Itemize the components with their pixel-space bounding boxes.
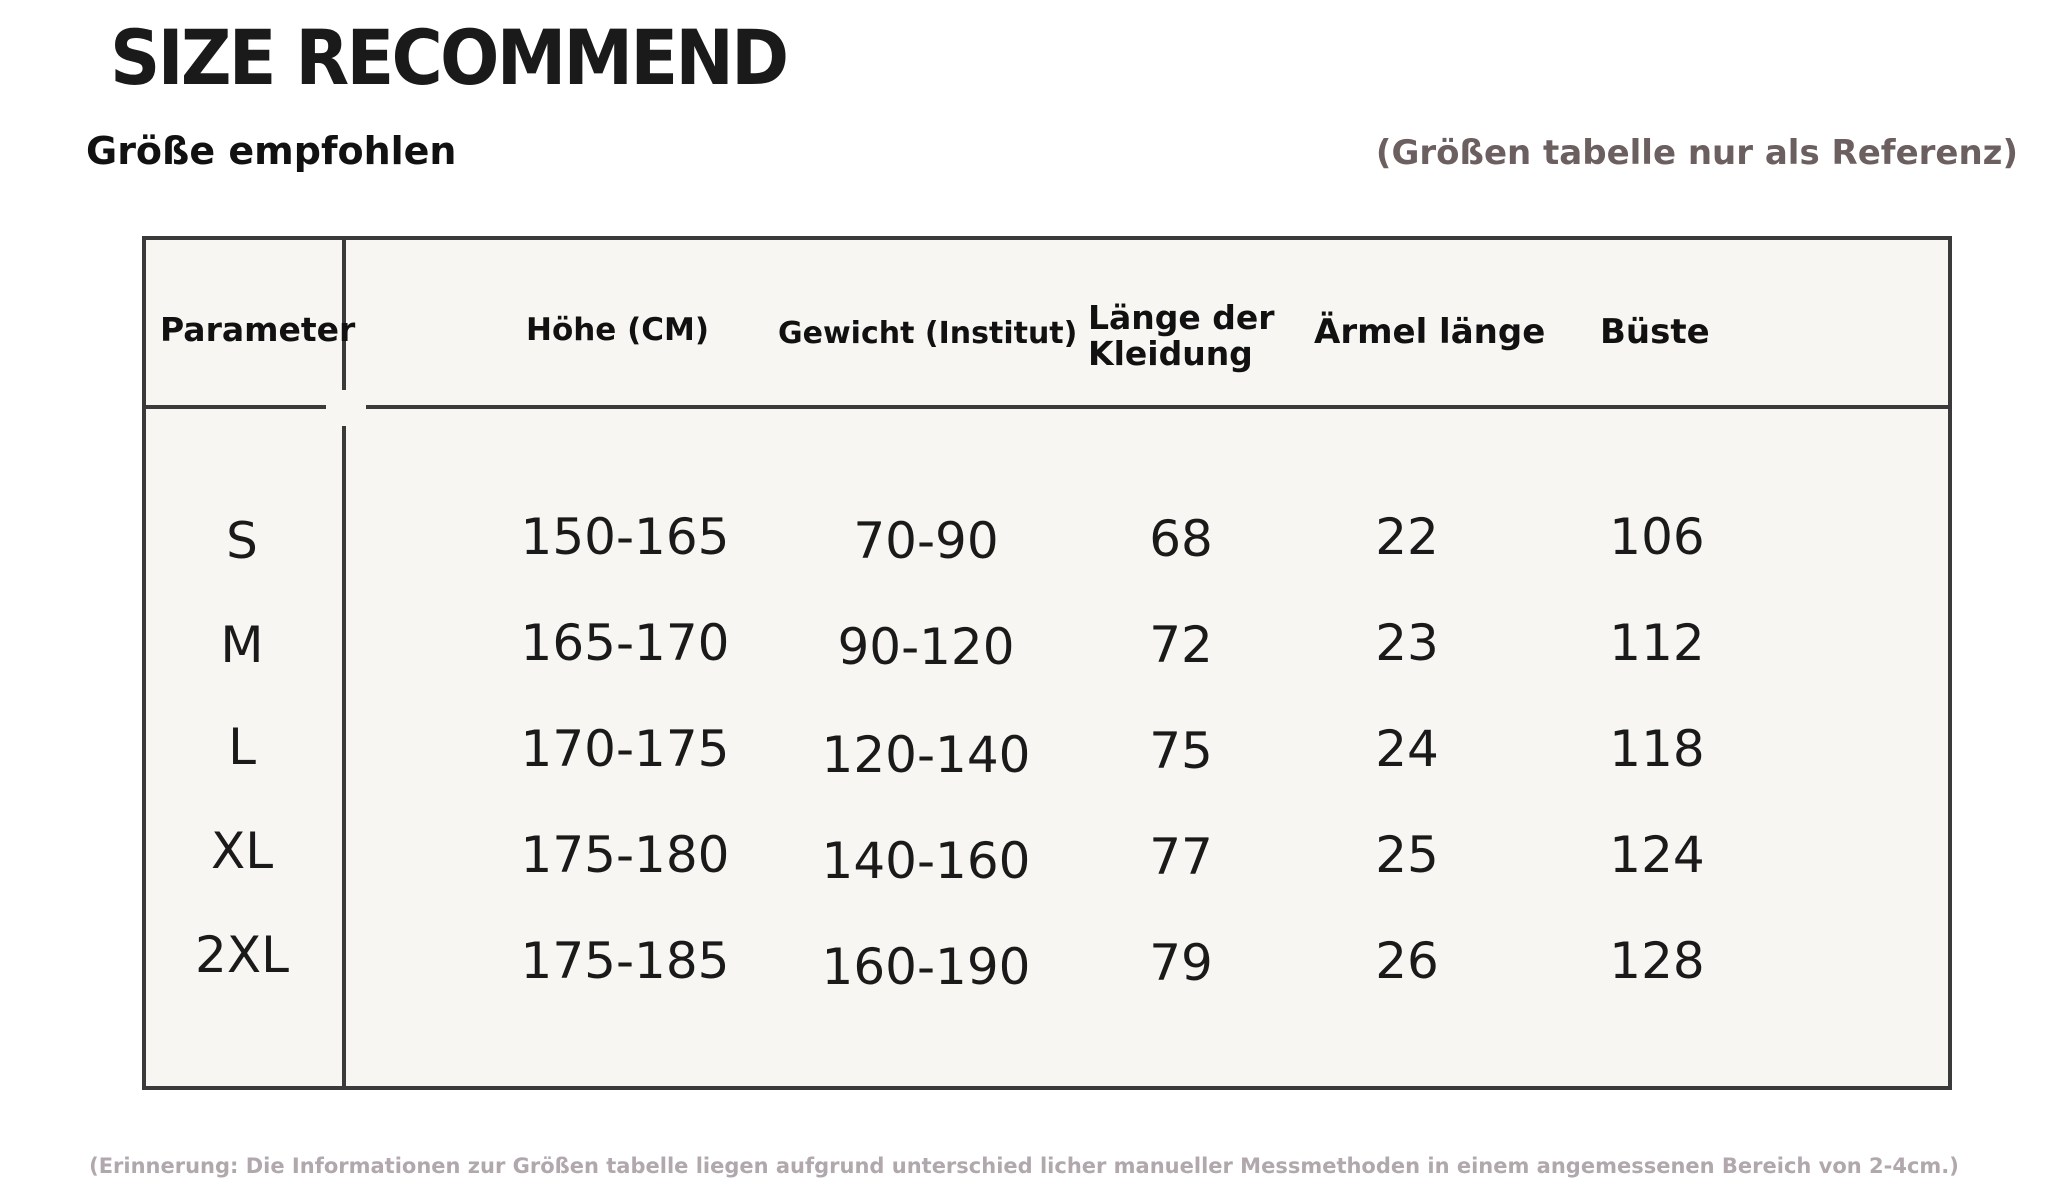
cell-bust: 112 <box>1609 614 1705 672</box>
measurement-disclaimer: (Erinnerung: Die Informationen zur Größen tabelle liegen aufgrund unterschied licher manueller Messmethoden in einem angemessenen Bereich von 2-4cm.) <box>89 1154 1959 1178</box>
cell-weight: 70-90 <box>853 512 999 570</box>
cell-size: L <box>228 718 256 776</box>
cell-bust: 106 <box>1609 508 1705 566</box>
cell-sleeve: 23 <box>1375 614 1439 672</box>
cell-length: 77 <box>1149 828 1213 886</box>
cell-height: 175-180 <box>520 826 730 884</box>
cell-sleeve: 22 <box>1375 508 1439 566</box>
header-parameter: Parameter <box>160 310 356 349</box>
cell-bust: 118 <box>1609 720 1705 778</box>
header-sleeve: Ärmel länge <box>1314 312 1546 352</box>
page-title: SIZE RECOMMEND <box>110 13 787 102</box>
header-length: Länge der Kleidung <box>1088 298 1275 373</box>
header-bust: Büste <box>1600 312 1710 352</box>
cell-size: 2XL <box>195 926 289 984</box>
header-weight: Gewicht (Institut) <box>778 316 1078 351</box>
cell-height: 150-165 <box>520 508 730 566</box>
cell-weight: 140-160 <box>821 832 1031 890</box>
page-subtitle: Größe empfohlen <box>86 129 457 173</box>
size-table <box>142 236 1952 1090</box>
cell-bust: 128 <box>1609 932 1705 990</box>
cell-length: 79 <box>1149 934 1213 992</box>
cell-weight: 90-120 <box>837 618 1015 676</box>
cell-size: S <box>226 512 258 570</box>
cell-size: M <box>220 616 264 674</box>
cell-length: 72 <box>1149 616 1213 674</box>
header-divider <box>146 405 326 409</box>
cell-length: 68 <box>1149 510 1213 568</box>
cell-height: 165-170 <box>520 614 730 672</box>
cell-height: 175-185 <box>520 932 730 990</box>
cell-weight: 120-140 <box>821 726 1031 784</box>
cell-sleeve: 26 <box>1375 932 1439 990</box>
column-divider <box>342 426 346 1090</box>
header-height: Höhe (CM) <box>526 312 710 348</box>
cell-bust: 124 <box>1609 826 1705 884</box>
cell-length: 75 <box>1149 722 1213 780</box>
header-divider <box>366 405 1952 409</box>
cell-weight: 160-190 <box>821 938 1031 996</box>
cell-size: XL <box>210 822 274 880</box>
cell-sleeve: 25 <box>1375 826 1439 884</box>
cell-height: 170-175 <box>520 720 730 778</box>
reference-note: (Größen tabelle nur als Referenz) <box>1375 133 2018 173</box>
cell-sleeve: 24 <box>1375 720 1439 778</box>
